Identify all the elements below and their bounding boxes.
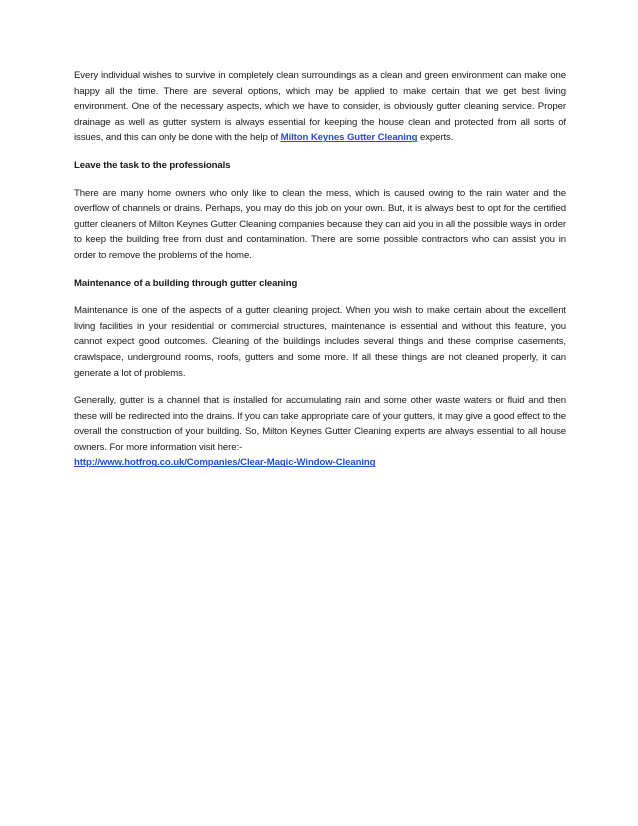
milton-keynes-gutter-cleaning-link[interactable]: Milton Keynes Gutter Cleaning	[280, 132, 418, 144]
intro-paragraph	[74, 68, 566, 146]
gutter-info-paragraph	[74, 393, 566, 471]
maintenance-paragraph: Maintenance is one of the aspects of a gutter cleaning project. When you wish to make certain about the excellent living facilities in your residential or commercial structures, maintenance is essential and without this feature, you cannot expect good outcomes. Cleaning of the buildings includes several things and these comprise casements, crawlspace, underground rooms, roofs, gutters and some more. If all these things are not cleaned properly, it can generate a lot of problems.	[74, 305, 566, 379]
professionals-paragraph: There are many home owners who only like to clean the mess, which is caused owing to the rain water and the overflow of channels or drains. Perhaps, you may do this job on your own. But, it is always best to opt for the certified gutter cleaners of Milton Keynes Gutter Cleaning companies because they can aid you in all the possible ways in order to keep the building free from dust and contamination. There are some possible contractors who can assist you in order to remove the problems of the home.	[74, 187, 566, 261]
gutter-info-text: Generally, gutter is a channel that is installed for accumulating rain and some other waste waters or fluid and then these will be redirected into the drains. If you can take appropriate care of your gutters, it may give a good effect to the overall the construction of your building. So, Milton Keynes Gutter Cleaning experts are always essential to all house owners. For more information visit here:-	[74, 395, 566, 453]
heading-leave-task: Leave the task to the professionals	[74, 159, 231, 171]
intro-text: Every individual wishes to survive in completely clean surroundings as a clean and green environment can make one happy all the time. There are several options, which may be applied to make certain that we get best living environment. One of the necessary aspects, which we have to consider, is obviously gutter cleaning service. Proper drainage as well as gutter system is always essential for keeping the house clean and protected from all sorts of issues, and this can only be done with the help of	[74, 70, 566, 144]
document-page	[74, 68, 566, 483]
heading-maintenance: Maintenance of a building through gutter cleaning	[74, 277, 298, 289]
intro-text-end: experts.	[417, 132, 454, 144]
hotfrog-url-link[interactable]: http://www.hotfrog.co.uk/Companies/Clear-Magic-Window-Cleaning	[74, 457, 376, 469]
